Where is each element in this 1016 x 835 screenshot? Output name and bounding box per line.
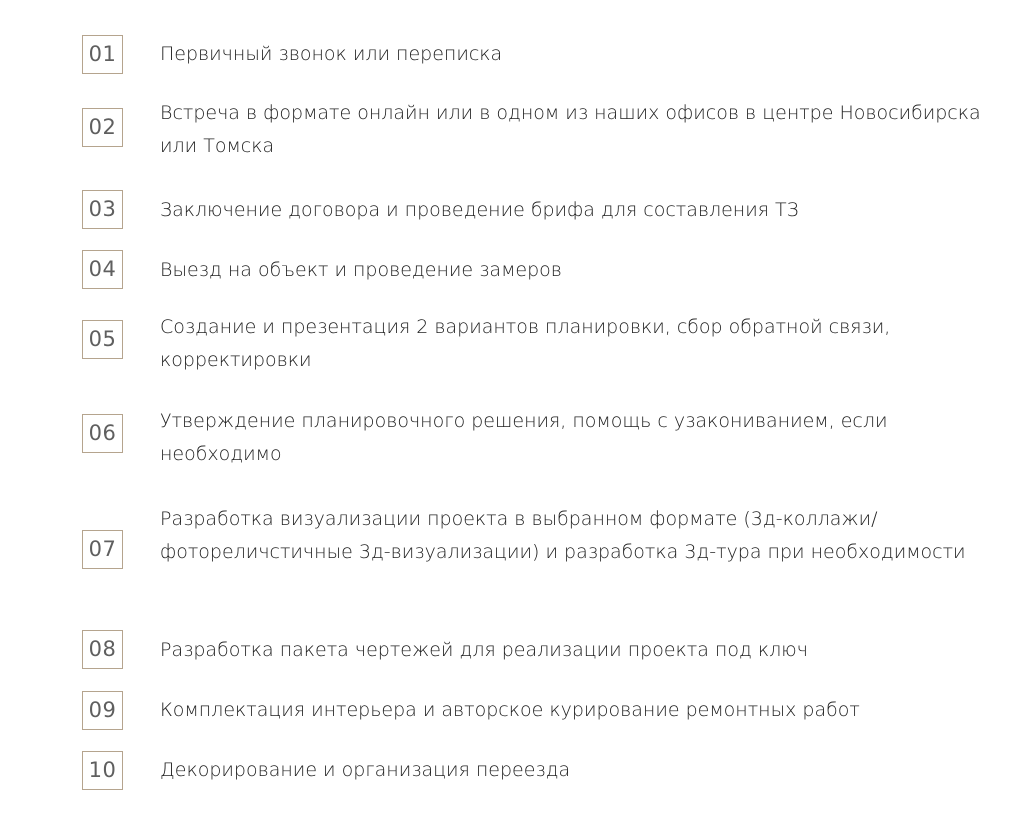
step-text: Создание и презентация 2 вариантов планировки, сбор обратной связи, корректировки [160, 316, 891, 371]
step-number: 10 [82, 751, 123, 790]
step-text: Выезд на объект и проведение замеров [160, 259, 562, 281]
step-number: 05 [82, 320, 123, 359]
step-text: Комплектация интерьера и авторское курирование ремонтных работ [160, 699, 860, 721]
step-number: 01 [82, 35, 123, 74]
step-number: 09 [82, 691, 123, 730]
step-text: Первичный звонок или переписка [160, 43, 503, 65]
step-text: Декорирование и организация переезда [160, 759, 571, 781]
step-number: 07 [82, 530, 123, 569]
step-number: 04 [82, 250, 123, 289]
step-number: 02 [82, 108, 123, 147]
step-text: Встреча в формате онлайн или в одном из наших офисов в центре Новосибирска или Томска [160, 102, 981, 157]
step-text: Заключение договора и проведение брифа для составления ТЗ [160, 199, 799, 221]
step-number: 06 [82, 414, 123, 453]
step-text: Утверждение планировочного решения, помощь с узакониванием, если необходимо [160, 410, 888, 465]
step-text: Разработка пакета чертежей для реализации проекта под ключ [160, 639, 808, 661]
step-number: 03 [82, 190, 123, 229]
step-text: Разработка визуализации проекта в выбранном формате (3д-коллажи/ фотореличстичные 3д-визуализации) и разработка 3д-тура при необходимости [160, 508, 966, 563]
step-number: 08 [82, 630, 123, 669]
